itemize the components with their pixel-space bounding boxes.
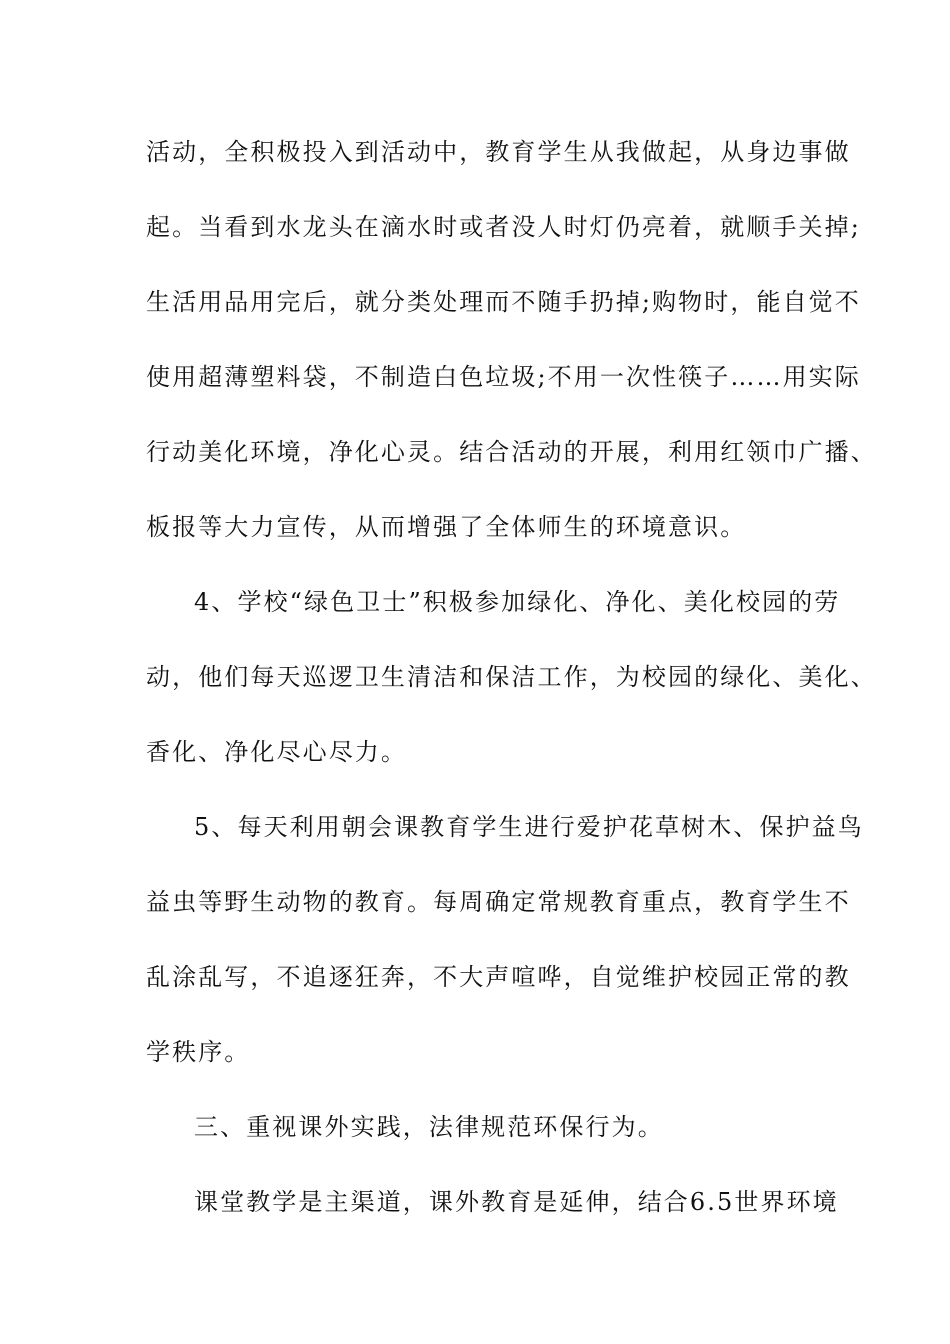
- section-heading: 三、重视课外实践，法律规范环保行为。: [194, 1113, 664, 1141]
- body-text-line: 益虫等野生动物的教育。每周确定常规教育重点，教育学生不: [146, 888, 851, 916]
- paragraph-start: 课堂教学是主渠道，课外教育是延伸，结合6.5世界环境: [194, 1188, 839, 1216]
- body-text-line: 动，他们每天巡逻卫生清洁和保洁工作，为校园的绿化、美化、: [146, 663, 877, 691]
- body-text-line: 行动美化环境，净化心灵。结合活动的开展，利用红领巾广播、: [146, 438, 877, 466]
- body-text-line: 板报等大力宣传，从而增强了全体师生的环境意识。: [146, 513, 747, 541]
- body-text-line: 香化、净化尽心尽力。: [146, 738, 407, 766]
- body-text-line: 使用超薄塑料袋，不制造白色垃圾;不用一次性筷子……用实际: [146, 363, 861, 391]
- body-text-line: 活动，全积极投入到活动中，教育学生从我做起，从身边事做: [146, 138, 851, 166]
- paragraph-4-start: 4、学校“绿色卫士”积极参加绿化、净化、美化校园的劳: [194, 588, 841, 616]
- body-text-line: 学秩序。: [146, 1038, 251, 1066]
- body-text-line: 生活用品用完后，就分类处理而不随手扔掉;购物时，能自觉不: [146, 288, 861, 316]
- paragraph-5-start: 5、每天利用朝会课教育学生进行爱护花草树木、保护益鸟: [194, 813, 864, 841]
- body-text-line: 乱涂乱写，不追逐狂奔，不大声喧哗，自觉维护校园正常的教: [146, 963, 851, 991]
- body-text-line: 起。当看到水龙头在滴水时或者没人时灯仍亮着，就顺手关掉;: [146, 213, 861, 241]
